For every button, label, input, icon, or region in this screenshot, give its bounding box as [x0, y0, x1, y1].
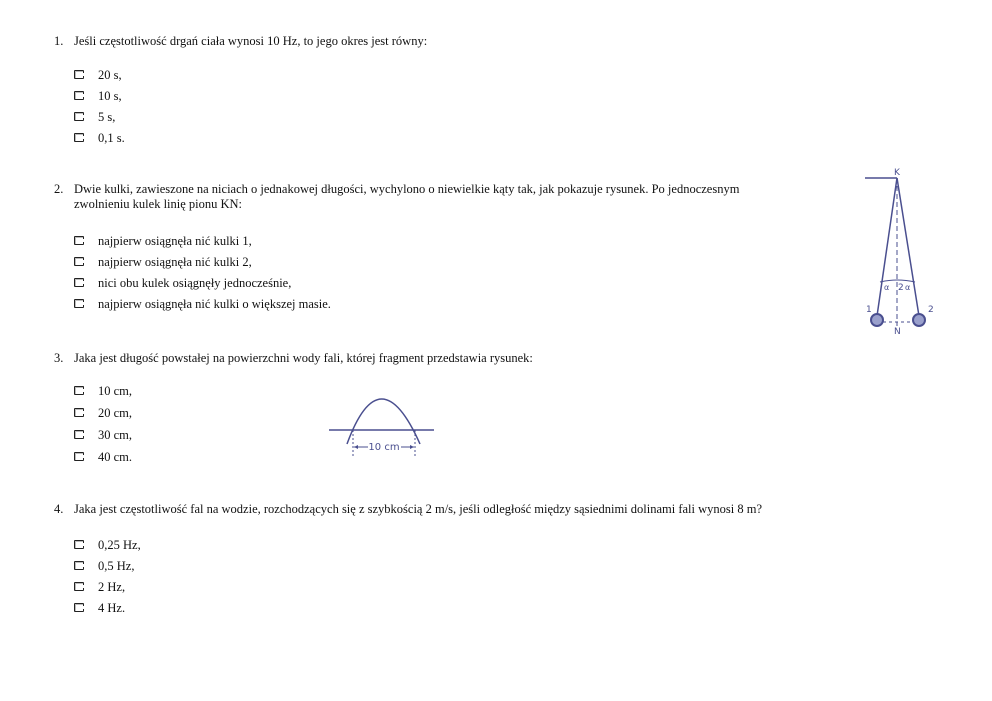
question-text-line-1: Dwie kulki, zawieszone na niciach o jednakowej długości, wychylono o niewielkie kąty tak, jak pokazuje rysunek. Po jednoczesnym	[74, 182, 740, 196]
question-text: Jaka jest długość powstałej na powierzchni wody fali, której fragment przedstawia rysunek:	[74, 351, 533, 365]
checkbox-icon[interactable]	[74, 70, 84, 79]
checkbox-icon[interactable]	[74, 278, 84, 287]
answer-label: 10 s,	[98, 89, 122, 103]
checkbox-icon[interactable]	[74, 582, 84, 591]
ball-2	[913, 314, 925, 326]
angle-middle-label: 2	[898, 283, 904, 293]
answer-label: 20 s,	[98, 68, 122, 82]
checkbox-icon[interactable]	[74, 112, 84, 121]
wave-crest	[347, 399, 420, 444]
string-1	[877, 178, 897, 316]
angle-right-label: α	[905, 283, 911, 292]
answer-label: 5 s,	[98, 110, 116, 124]
answer-label: nici obu kulek osiągnęły jednocześnie,	[98, 276, 292, 290]
answer-label: 0,5 Hz,	[98, 559, 135, 573]
answer-label: 10 cm,	[98, 384, 133, 398]
arrowhead-right	[410, 445, 414, 449]
ball-1	[871, 314, 883, 326]
checkbox-icon[interactable]	[74, 603, 84, 612]
label-ball-1: 1	[866, 305, 872, 315]
answer-label: 0,1 s.	[98, 131, 125, 145]
checkbox-icon[interactable]	[74, 430, 84, 439]
checkbox-icon[interactable]	[74, 133, 84, 142]
answer-label: 0,25 Hz,	[98, 538, 141, 552]
question-text-line-2: zwolnieniu kulek linię pionu KN:	[74, 197, 243, 211]
question-number: 3.	[54, 351, 64, 365]
question-text: Jaka jest częstotliwość fal na wodzie, rozchodzących się z szybkością 2 m/s, jeśli odległość między sąsiednimi dolinami fali wynosi 8 m?	[74, 502, 763, 516]
answer-label: 40 cm.	[98, 450, 133, 464]
answer-label: 20 cm,	[98, 406, 133, 420]
label-n: N	[894, 327, 901, 337]
answer-label: najpierw osiągnęła nić kulki o większej masie.	[98, 297, 331, 311]
answer-label: najpierw osiągnęła nić kulki 2,	[98, 255, 252, 269]
answer-label: 30 cm,	[98, 428, 133, 442]
angle-left-label: α	[884, 283, 890, 292]
angle-arc	[880, 280, 915, 282]
question-text: Jeśli częstotliwość drgań ciała wynosi 10 Hz, to jego okres jest równy:	[74, 34, 428, 48]
question-number: 4.	[54, 502, 64, 516]
answer-label: najpierw osiągnęła nić kulki 1,	[98, 234, 252, 248]
label-ball-2: 2	[928, 305, 934, 315]
string-2	[897, 178, 919, 316]
question-number: 2.	[54, 182, 64, 196]
answer-label: 2 Hz,	[98, 580, 126, 594]
checkbox-icon[interactable]	[74, 561, 84, 570]
checkbox-icon[interactable]	[74, 299, 84, 308]
checkbox-icon[interactable]	[74, 386, 84, 395]
question-number: 1.	[54, 34, 64, 48]
checkbox-icon[interactable]	[74, 452, 84, 461]
checkbox-icon[interactable]	[74, 540, 84, 549]
checkbox-icon[interactable]	[74, 91, 84, 100]
wave-figure	[326, 384, 438, 460]
checkbox-icon[interactable]	[74, 236, 84, 245]
pendulum-figure	[860, 166, 946, 338]
checkbox-icon[interactable]	[74, 408, 84, 417]
checkbox-icon[interactable]	[74, 257, 84, 266]
dimension-label: 10 cm	[368, 442, 400, 453]
arrowhead-left	[354, 445, 358, 449]
label-k: K	[894, 168, 900, 178]
answer-label: 4 Hz.	[98, 601, 126, 615]
